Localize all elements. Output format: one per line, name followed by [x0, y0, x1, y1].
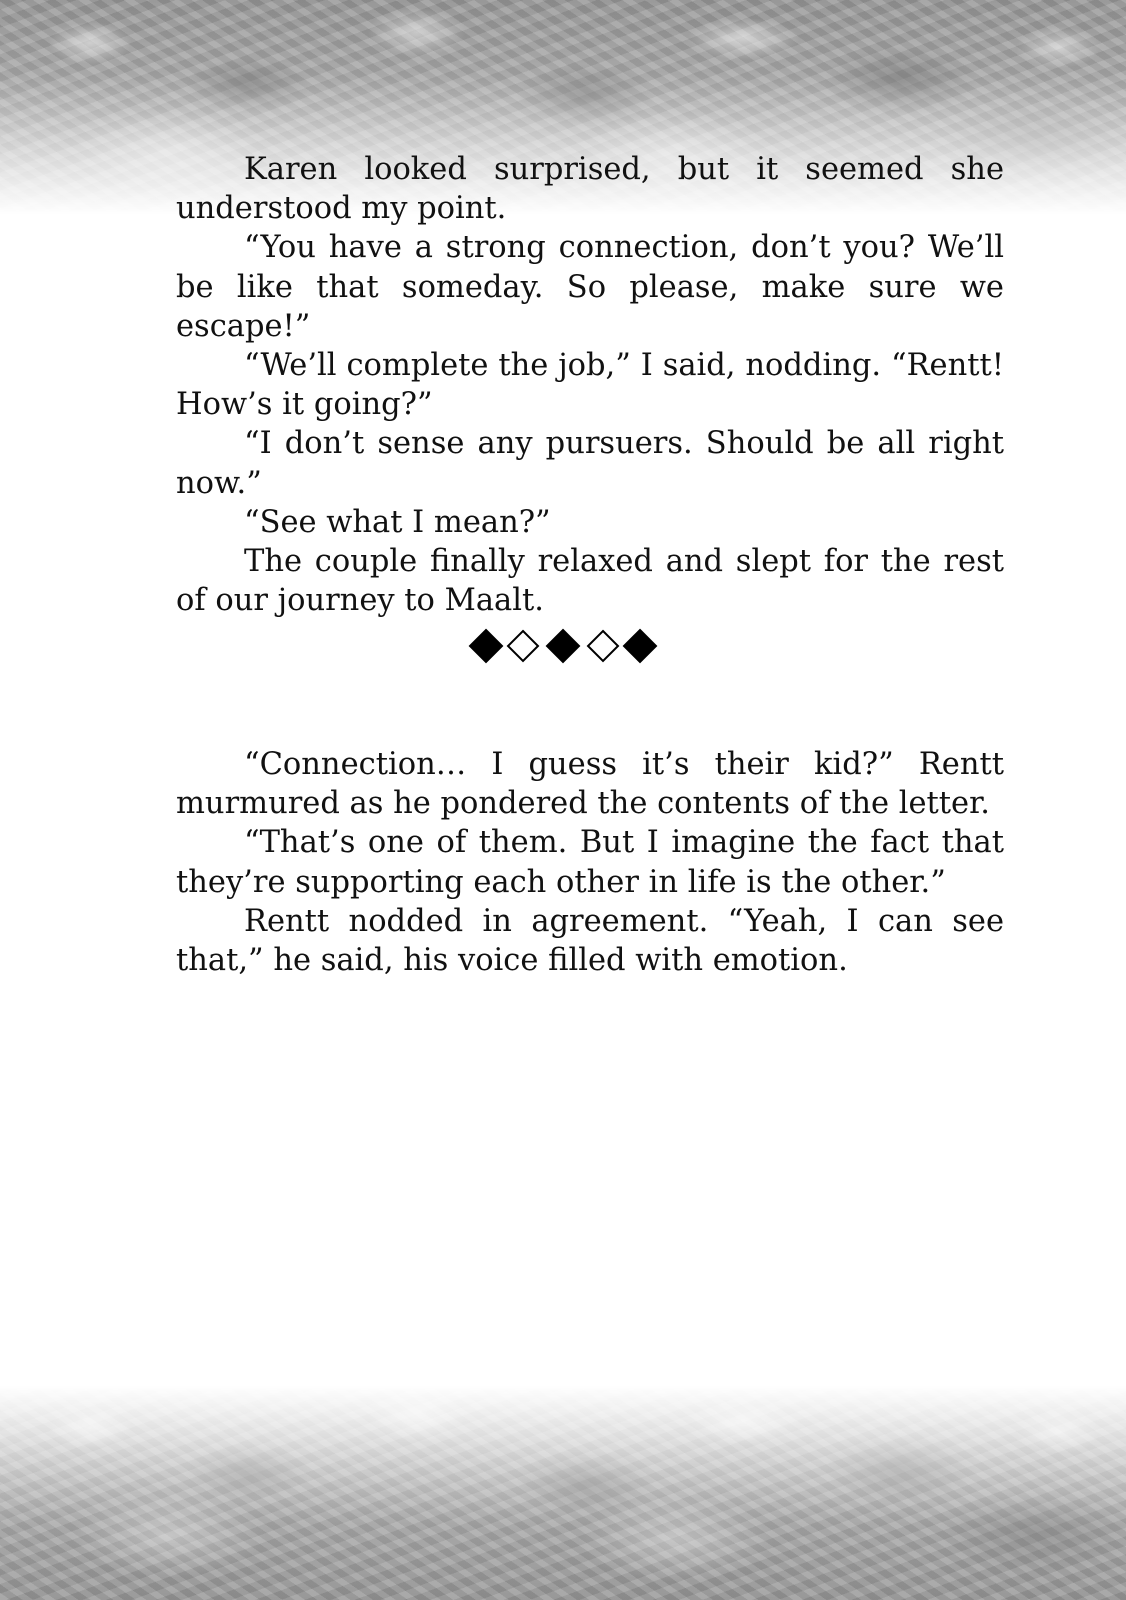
paragraph: Rentt nodded in agreement. “Yeah, I can see that,” he said, his voice filled with emotion. — [176, 903, 1004, 979]
diamond-filled-icon — [547, 630, 579, 662]
diamond-filled-icon — [470, 630, 502, 662]
diamond-outline-icon — [588, 631, 618, 661]
diamond-ornament-icon — [468, 626, 658, 666]
section-two — [176, 745, 1004, 980]
paragraph: “You have a strong connection, don’t you? We’ll be like that someday. So please, make sure we escape!” — [176, 230, 1004, 344]
paragraph: “We’ll complete the job,” I said, nodding. “Rentt! How’s it going?” — [176, 348, 1004, 423]
diamond-filled-icon — [624, 630, 656, 662]
paragraph: “That’s one of them. But I imagine the fact that they’re supporting each other in life is the other.” — [176, 825, 1004, 900]
diamond-outline-icon — [508, 631, 538, 661]
paragraph: “See what I mean?” — [244, 504, 551, 540]
stone-texture-bottom — [0, 1385, 1126, 1600]
paragraph: The couple finally relaxed and slept for the rest of our journey to Maalt. — [176, 544, 1004, 619]
paragraph: “Connection… I guess it’s their kid?” Rentt murmured as he pondered the contents of the letter. — [176, 747, 1004, 822]
paragraph: Karen looked surprised, but it seemed she understood my point. — [176, 152, 1004, 227]
paragraph: “I don’t sense any pursuers. Should be all right now.” — [176, 426, 1004, 501]
section-one — [176, 150, 1004, 620]
scene-break-divider — [0, 622, 1126, 670]
